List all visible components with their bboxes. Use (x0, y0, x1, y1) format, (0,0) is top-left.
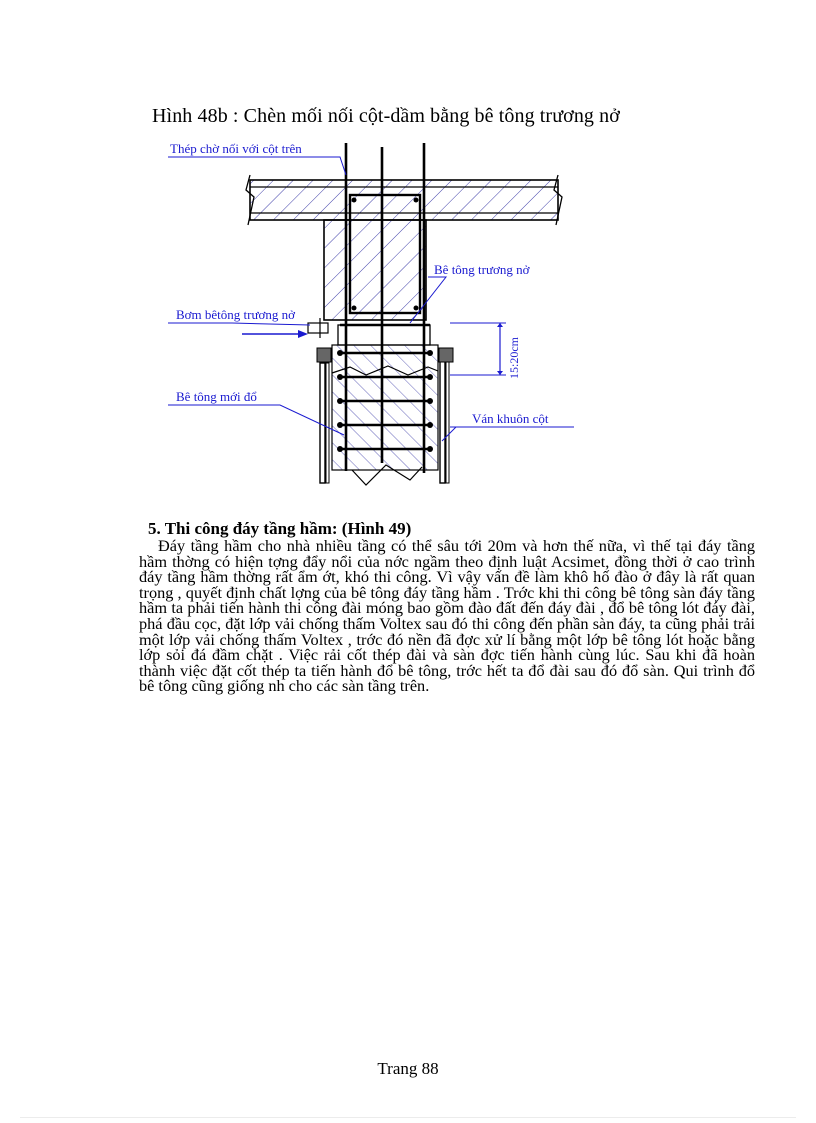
label-steel: Thép chờ nối với cột trên (170, 141, 302, 156)
page-number: Trang 88 (377, 1059, 439, 1078)
label-new-concrete: Bê tông mới đổ (176, 389, 257, 404)
section-heading: 5. Thi công đáy tầng hầm: (Hình 49) (148, 519, 412, 538)
label-expanding-concrete: Bê tông trương nở (434, 262, 530, 277)
figure-title: Hình 48b : Chèn mối nối cột-dầm bằng bê tông trương nở (152, 105, 620, 127)
page-bottom-rule (20, 1117, 796, 1118)
body-paragraph: Đáy tầng hầm cho nhà nhiều tầng có thể sâu tới 20m và hơn thế nữa, vì thế tại đáy tầng hầm thờng có hiện tợng đẩy nổi của nớc ngầm theo định luật Acsimet, đồng thời ở cao trình đáy tầng hầm thờng rất ẩm ớt, khó thi công. Vì vậy vấn đề làm khô hố đào ở đây là rất quan trọng , quyết định chất lợng của bê tông đáy tầng hầm . Trớc khi thi công bê tông sàn đáy tầng hầm ta phải tiến hành thi công đài móng bao gồm đào đất đến đáy đài , đổ bê tông lót đáy đài, phá đầu cọc, đặt lớp vải chống thấm Voltex sau đó thi công đến phần sàn đáy, ta cũng phải trải một lớp vải chống thấm Voltex , trớc đó nền đã đợc xử lí bằng một lớp bê tông lót hoặc bằng lớp sỏi đá đầm chặt . Việc rải cốt thép đài và sàn đợc tiến hành cùng lúc. Sau khi đã hoàn thành việc đặt cốt thép ta tiến hành đổ bê tông, trớc hết ta đổ đài sau đó đổ sàn. Qui trình đổ bê tông cũng giống nh cho các sàn tầng trên. (139, 536, 755, 696)
lower-column (332, 325, 438, 485)
label-pump: Bơm bêtông trương nở (176, 307, 296, 322)
slab (246, 175, 562, 225)
label-formwork: Ván khuôn cột (472, 411, 549, 426)
label-dimension: 15:20cm (507, 337, 521, 379)
dimension-line (450, 323, 506, 375)
column-beam-joint-diagram (160, 135, 600, 505)
joint-zone (338, 325, 430, 345)
